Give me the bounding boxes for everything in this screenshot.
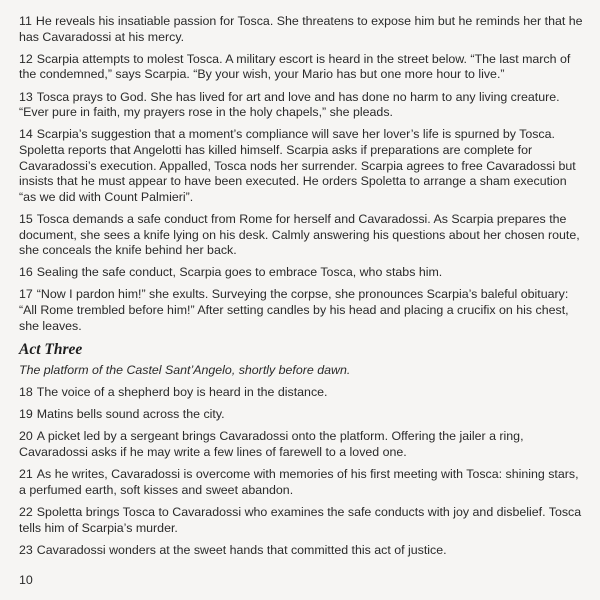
synopsis-text [19, 14, 587, 565]
paragraph-number: 23 [19, 542, 33, 557]
page-number: 10 [19, 573, 33, 587]
synopsis-paragraph-19 [19, 407, 587, 423]
synopsis-paragraph-16 [19, 265, 587, 281]
paragraph-number: 12 [19, 51, 33, 66]
paragraph-text: The voice of a shepherd boy is heard in the distance. [36, 385, 328, 400]
paragraph-text: Tosca prays to God. She has lived for art and love and has done no harm to any living creature. “Ever pure in faith, my prayers rose in the holy chapels,” she pleads. [19, 89, 560, 120]
paragraph-text: As he writes, Cavaradossi is overcome with memories of his first meeting with Tosca: shining stars, a perfumed earth, soft kisses and sweet abandon. [19, 467, 579, 497]
paragraph-text: Tosca demands a safe conduct from Rome for herself and Cavaradossi. As Scarpia prepares the document, she sees a knife lying on his desk. Calmly answering his questions about her chosen route, she conceals the knife behind her back. [19, 211, 580, 258]
synopsis-paragraph-14 [19, 127, 587, 205]
synopsis-paragraph-23 [19, 543, 587, 559]
paragraph-number: 11 [19, 14, 32, 28]
synopsis-paragraph-15 [19, 212, 587, 259]
paragraph-text: He reveals his insatiable passion for Tosca. She threatens to expose him but he reminds her that he has Cavaradossi at his mercy. [19, 14, 583, 44]
scene-setting: The platform of the Castel Sant’Angelo, shortly before dawn. [19, 362, 351, 377]
paragraph-text: Scarpia attempts to molest Tosca. A military escort is heard in the street below. “The last march of the condemned,” says Scarpia. “By your wish, your Mario has but one more hour to live.” [19, 51, 571, 82]
synopsis-paragraph-20 [19, 429, 587, 460]
paragraph-number: 13 [19, 89, 33, 104]
synopsis-paragraph-18 [19, 385, 587, 401]
synopsis-paragraph-13 [19, 90, 587, 121]
paragraph-text: “Now I pardon him!” she exults. Surveying the corpse, she pronounces Scarpia’s baleful obituary: “All Rome trembled before him!” After setting candles by his head and placing a crucifix on his chest, she leaves. [19, 287, 569, 333]
paragraph-text: Cavaradossi wonders at the sweet hands that committed this act of justice. [36, 542, 447, 557]
synopsis-paragraph-11 [19, 14, 587, 45]
paragraph-text: A picket led by a sergeant brings Cavaradossi onto the platform. Offering the jailer a ring, Cavaradossi asks if he may write a few lines of farewell to a loved one. [19, 429, 524, 459]
paragraph-number: 18 [19, 385, 33, 400]
paragraph-number: 16 [19, 265, 33, 280]
paragraph-text: Spoletta brings Tosca to Cavaradossi who examines the safe conducts with joy and disbelief. Tosca tells him of Scarpia’s murder. [19, 504, 582, 535]
paragraph-number: 19 [19, 407, 33, 422]
paragraph-text: Matins bells sound across the city. [36, 407, 225, 422]
paragraph-number: 22 [19, 504, 33, 519]
paragraph-number: 17 [19, 287, 33, 302]
synopsis-paragraph-22 [19, 505, 587, 536]
paragraph-number: 20 [19, 429, 33, 444]
synopsis-paragraph-21 [19, 467, 587, 498]
paragraph-number: 21 [19, 467, 33, 482]
paragraph-number: 15 [19, 211, 33, 226]
paragraph-text: Scarpia’s suggestion that a moment’s compliance will save her lover’s life is spurned by Tosca. Spoletta reports that Angelotti has killed himself. Scarpia asks if preparations are complete for Cavaradossi’s execution. Appalled, Tosca nods her surrender. Scarpia agrees to free Cavaradossi but insists that he must appear to have been executed. He orders Spoletta to arrange a sham execution “as we did with Count Palmieri”. [19, 127, 576, 204]
paragraph-number: 14 [19, 127, 33, 142]
synopsis-paragraph-17 [19, 287, 587, 334]
synopsis-paragraph-12 [19, 52, 587, 83]
act-heading: Act Three [19, 340, 83, 358]
paragraph-text: Sealing the safe conduct, Scarpia goes to embrace Tosca, who stabs him. [36, 265, 443, 280]
